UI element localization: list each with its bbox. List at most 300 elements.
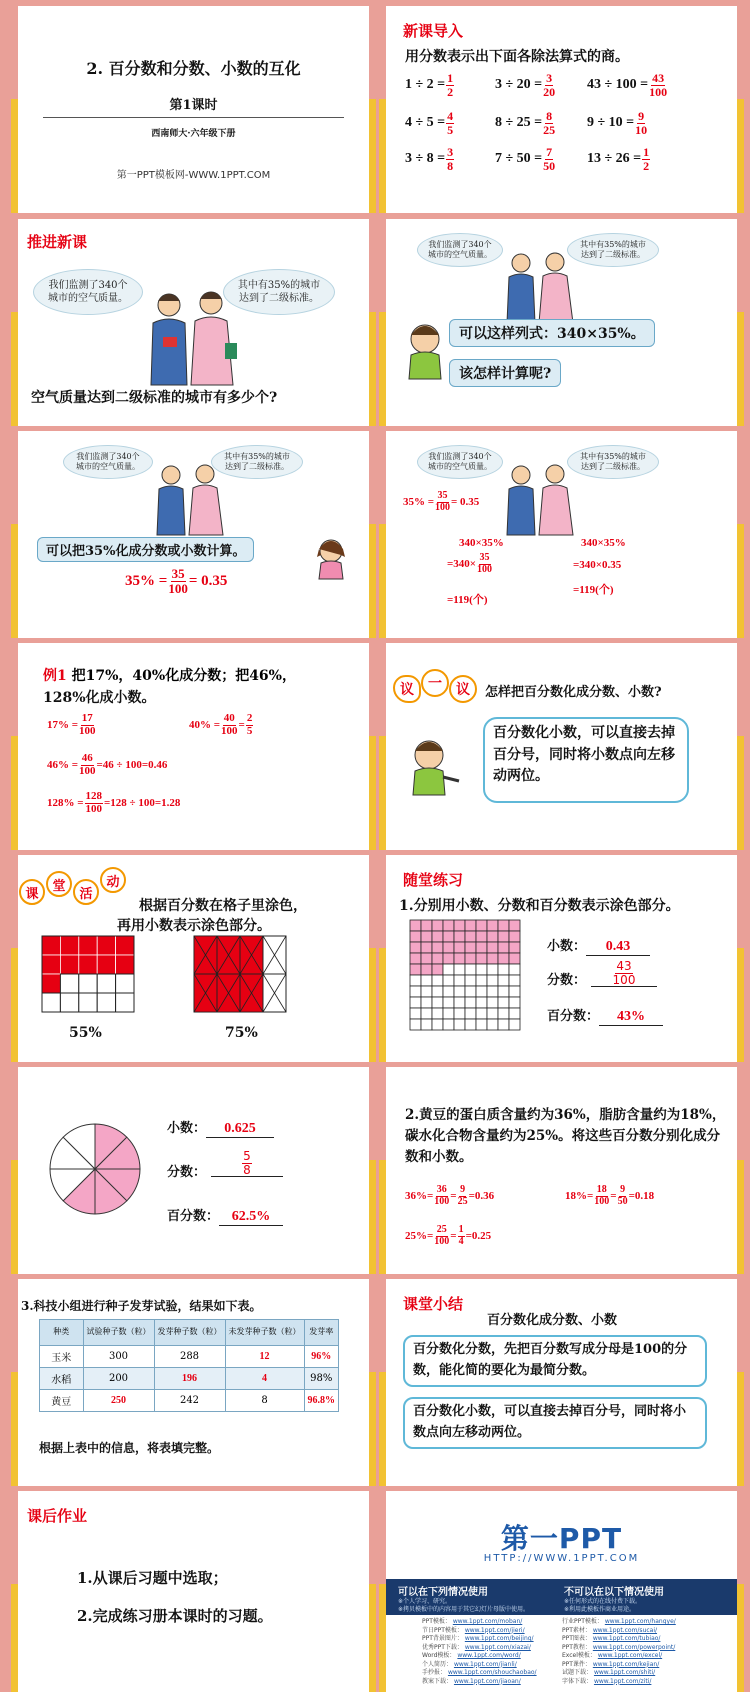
- percent-row: [167, 1205, 283, 1226]
- grid-cell: [454, 1008, 465, 1019]
- grid-cell: [465, 1008, 476, 1019]
- table-cell-answer: 4: [225, 1368, 304, 1390]
- division-item: [405, 72, 455, 98]
- slide-12-soybean[interactable]: [379, 1067, 744, 1274]
- example-eq-4: [47, 791, 180, 815]
- eq-left: 35% =: [403, 496, 435, 508]
- denominator: 50: [543, 158, 556, 173]
- grid-cell: [443, 964, 454, 975]
- soybean-eq-3: 25%= $\frac{25}{100}$ = $\frac{1}{4}$ =0.25: [405, 1224, 492, 1247]
- division-expression: 8 ÷ 25 =: [495, 115, 543, 131]
- girl-illustration: [311, 535, 351, 581]
- grid-cell: [498, 1019, 509, 1030]
- grid-cell: [443, 986, 454, 997]
- grid-cell: [465, 986, 476, 997]
- link-row[interactable]: [422, 1644, 537, 1653]
- method-fraction-line3: =119(个): [447, 594, 488, 606]
- denominator: 100: [434, 1195, 450, 1207]
- grid-cell: [498, 997, 509, 1008]
- grid-cell: [432, 997, 443, 1008]
- denominator: 2: [447, 84, 454, 99]
- grid-cell: [476, 1008, 487, 1019]
- link-row[interactable]: [562, 1635, 676, 1644]
- eq-right: =0.36: [468, 1190, 495, 1202]
- grid-cell: [421, 1008, 432, 1019]
- grid-cell: [487, 1019, 498, 1030]
- grid-cell: [432, 975, 443, 986]
- lesson-title: 2. 百分数和分数、小数的互化: [86, 59, 301, 78]
- link-label: PPT背景图片：: [422, 1635, 463, 1642]
- link-row[interactable]: [562, 1618, 676, 1627]
- grid-cell: [97, 993, 115, 1012]
- grid-cell: [443, 1008, 454, 1019]
- badge-char: 活: [73, 879, 99, 905]
- grid-cell: [42, 936, 60, 955]
- eq-left: 18%=: [565, 1190, 594, 1202]
- grid-cell: [432, 931, 443, 942]
- fraction: [221, 713, 238, 737]
- link-row[interactable]: [422, 1669, 537, 1678]
- fraction: [435, 491, 450, 513]
- grid-cell: [476, 975, 487, 986]
- link-row[interactable]: [562, 1627, 676, 1636]
- slide-4-expression[interactable]: [379, 219, 744, 426]
- numerator: 43: [652, 71, 665, 85]
- grid-cell: [60, 936, 78, 955]
- numerator: 3: [447, 145, 454, 159]
- teachers-illustration: [497, 249, 581, 325]
- link-label: PPT课件：: [562, 1660, 591, 1668]
- fraction-answer: [591, 955, 657, 987]
- grid-cell: [498, 931, 509, 942]
- example-text-line2: 128%化成小数。: [43, 690, 156, 706]
- slide-3-new-lesson[interactable]: [11, 219, 376, 426]
- grid-cell: [421, 964, 432, 975]
- numerator: 9: [620, 1184, 626, 1195]
- grid-cell: [509, 931, 520, 942]
- example-text-line1: [43, 665, 296, 685]
- fraction: [458, 1185, 468, 1207]
- grid-cell: [116, 974, 134, 993]
- grid-cell: [410, 975, 421, 986]
- numerator: 40: [223, 712, 235, 724]
- fraction: [446, 110, 454, 136]
- fraction-row: [167, 1161, 206, 1180]
- table-row: [40, 1368, 339, 1390]
- slide-7-example[interactable]: [11, 643, 376, 850]
- circle-diagram: [47, 1121, 143, 1217]
- link-row[interactable]: [562, 1644, 676, 1653]
- grid-cell: [410, 931, 421, 942]
- numerator: 1: [458, 1224, 464, 1235]
- division-item: [405, 110, 455, 136]
- grid-cell: [432, 1008, 443, 1019]
- link-label: 行业PPT模板：: [562, 1618, 603, 1625]
- grid-cell: [410, 986, 421, 997]
- badge-char: 动: [100, 867, 126, 893]
- grid-cell: [116, 955, 134, 974]
- decimal-row: [547, 935, 650, 956]
- link-label: PPT素材：: [562, 1626, 591, 1634]
- grid-cell: [443, 953, 454, 964]
- numerator: 18: [596, 1184, 607, 1195]
- eq-left: 35% =: [125, 572, 168, 589]
- bubble-text: 我们监测了340个城市的空气质量。: [76, 451, 140, 471]
- table-cell: 300: [83, 1346, 154, 1368]
- boy-illustration: [401, 735, 461, 797]
- grid-cell: [79, 955, 97, 974]
- grid-cell: [116, 993, 134, 1012]
- teachers-illustration: [139, 287, 243, 387]
- slide-10-practice[interactable]: [379, 855, 744, 1062]
- slide-8-discuss[interactable]: [379, 643, 744, 850]
- grid-cell: [487, 942, 498, 953]
- link-url[interactable]: www.1ppt.com/moban/: [452, 1618, 523, 1625]
- practice-question: 1.分别用小数、分数和百分数表示涂色部分。: [399, 898, 680, 914]
- numerator: 1: [447, 71, 454, 85]
- link-row[interactable]: [422, 1627, 537, 1636]
- denominator: 100: [79, 764, 96, 777]
- link-row[interactable]: [422, 1618, 537, 1627]
- denominator: 5: [246, 724, 253, 737]
- link-label: PPT图表：: [562, 1635, 591, 1642]
- percent-label: 百分数：: [167, 1209, 220, 1224]
- fraction: [446, 72, 454, 98]
- fraction: [543, 146, 555, 172]
- denominator: 20: [543, 84, 556, 99]
- grid-cell: [79, 936, 97, 955]
- brand-url[interactable]: HTTP://WWW.1PPT.COM: [483, 1553, 640, 1564]
- percent-label: 百分数：: [547, 1009, 600, 1024]
- link-url[interactable]: www.1ppt.com/excel/: [597, 1652, 663, 1659]
- numerator: 9: [638, 109, 645, 123]
- grid-cell: [432, 953, 443, 964]
- speech-bubble-left: [63, 445, 153, 479]
- activity-badge: [19, 867, 126, 905]
- link-label: 优秀PPT下载：: [422, 1643, 463, 1651]
- slide-5-convert[interactable]: [11, 431, 376, 638]
- eq-right: = 0.35: [188, 572, 228, 589]
- badge-char: 课: [19, 879, 45, 905]
- grid-cell: [509, 1008, 520, 1019]
- grid-cell: [498, 975, 509, 986]
- decimal-answer: 0.43: [586, 939, 650, 956]
- percent-answer: 43%: [599, 1009, 663, 1026]
- link-url[interactable]: www.1ppt.com/kejian/: [592, 1660, 660, 1668]
- teachers-illustration: [497, 461, 581, 537]
- grid-cell: [410, 964, 421, 975]
- seed-table: [39, 1319, 339, 1412]
- link-url[interactable]: www.1ppt.com/sucai/: [592, 1626, 658, 1634]
- link-row[interactable]: [422, 1678, 537, 1687]
- division-expression: 43 ÷ 100 =: [587, 77, 649, 93]
- grid-cell: [454, 920, 465, 931]
- link-label: 试题下载：: [562, 1669, 593, 1676]
- grid-cell: [498, 953, 509, 964]
- eq-right: =128 ÷ 100=1.28: [104, 797, 181, 810]
- numerator: 46: [81, 752, 93, 764]
- title-divider: [43, 117, 344, 118]
- eq-left: 17% =: [47, 719, 79, 732]
- division-item: [495, 72, 556, 98]
- decimal-label: 小数：: [167, 1121, 207, 1136]
- numerator: 4: [447, 109, 454, 123]
- division-expression: 13 ÷ 26 =: [587, 151, 642, 167]
- link-row[interactable]: [562, 1652, 676, 1661]
- grid-cell: [97, 974, 115, 993]
- homework-item-1: 1.从课后习题中选取；: [77, 1569, 228, 1587]
- grid-cell: [465, 953, 476, 964]
- grid-cell: [42, 993, 60, 1012]
- grid-cell: [79, 993, 97, 1012]
- fraction: [543, 110, 555, 136]
- link-row[interactable]: [422, 1635, 537, 1644]
- link-label: 教案下载：: [422, 1677, 453, 1685]
- link-url[interactable]: www.1ppt.com/powerpoint/: [592, 1643, 676, 1651]
- link-url[interactable]: www.1ppt.com/word/: [457, 1652, 521, 1659]
- link-url[interactable]: www.1ppt.com/hangye/: [604, 1618, 676, 1625]
- grid-cell: [509, 920, 520, 931]
- grid-cell: [443, 1019, 454, 1030]
- grid-cell: [60, 955, 78, 974]
- table-cell: 98%: [304, 1368, 339, 1390]
- lesson-number: 第1课时: [169, 98, 218, 113]
- table-title: 3.科技小组进行种子发芽试验，结果如下表。: [21, 1299, 262, 1313]
- numerator: 35: [437, 490, 448, 501]
- eq-right: =0.18: [628, 1190, 655, 1202]
- slide-14-summary[interactable]: [379, 1279, 744, 1486]
- answer-speech: 可以这样列式：340×35%。: [449, 319, 655, 347]
- division-item: [587, 146, 651, 172]
- link-url[interactable]: www.1ppt.com/shiti/: [593, 1669, 656, 1676]
- table-cell-answer: 96%: [304, 1346, 339, 1368]
- grid-cell: [476, 986, 487, 997]
- fraction: [477, 553, 492, 575]
- grid-label-left: 55%: [69, 1025, 102, 1041]
- grid-cell: [410, 953, 421, 964]
- grid-cell: [421, 986, 432, 997]
- fraction: [594, 1185, 609, 1207]
- eq-right: =46 ÷ 100=0.46: [96, 759, 168, 772]
- link-url[interactable]: www.1ppt.com/ziti/: [593, 1677, 652, 1685]
- link-row[interactable]: [562, 1661, 676, 1670]
- slide-11-circle[interactable]: [11, 1067, 376, 1274]
- summary-box-fraction: 百分数化分数，先把百分数写成分母是100的分数，能化简的要化为最简分数。: [403, 1335, 707, 1387]
- denominator: 100: [612, 972, 636, 987]
- grid-cell: [60, 974, 78, 993]
- bubble-text: 我们监测了340个城市的空气质量。: [428, 451, 492, 471]
- slide-15-homework[interactable]: [11, 1491, 376, 1692]
- footer-credit: 第一PPT模板网-WWW.1PPT.COM: [116, 170, 271, 181]
- numerator: 3: [546, 71, 553, 85]
- link-label: PPT教程：: [562, 1643, 591, 1651]
- division-expression: 4 ÷ 5 =: [405, 115, 446, 131]
- slide-2-intro[interactable]: [379, 6, 744, 213]
- link-row[interactable]: [422, 1652, 537, 1661]
- eq-right: =0.25: [465, 1230, 492, 1242]
- denominator: 5: [447, 122, 454, 137]
- activity-text-line1: 根据百分数在格子里涂色，: [139, 898, 307, 914]
- grid-cell: [410, 997, 421, 1008]
- numerator: 35: [171, 566, 185, 581]
- grid-cell: [421, 920, 432, 931]
- table-cell: 黄豆: [40, 1390, 84, 1412]
- fraction: [458, 1225, 465, 1247]
- link-url[interactable]: www.1ppt.com/beijing/: [464, 1635, 534, 1642]
- link-row[interactable]: [562, 1669, 676, 1678]
- division-item: [587, 110, 648, 136]
- slide-9-activity[interactable]: [11, 855, 376, 1062]
- discuss-badge: [393, 675, 477, 703]
- homework-item-2: 2.完成练习册本课时的习题。: [77, 1607, 273, 1625]
- decimal-row: [167, 1117, 274, 1138]
- grid-cell: [432, 986, 443, 997]
- fraction: [618, 1185, 628, 1207]
- grid-cell: [432, 942, 443, 953]
- denominator: 100: [85, 802, 103, 815]
- denominator: 100: [221, 724, 238, 737]
- boy-illustration: [397, 319, 457, 381]
- table-row: [40, 1390, 339, 1412]
- fraction-row: [547, 969, 586, 988]
- denominator: 8: [243, 1162, 251, 1177]
- eq-left: 36%=: [405, 1190, 434, 1202]
- table-cell: 200: [83, 1368, 154, 1390]
- badge-char: 议: [449, 675, 477, 703]
- table-cell: 242: [154, 1390, 225, 1412]
- numerator: 9: [460, 1184, 466, 1195]
- link-url[interactable]: www.1ppt.com/shouchaobao/: [447, 1669, 537, 1676]
- grid-cell: [443, 997, 454, 1008]
- percent-row: [547, 1005, 663, 1026]
- discuss-question: 怎样把百分数化成分数、小数?: [485, 685, 662, 700]
- grid-cell: [465, 975, 476, 986]
- slide-16-credits[interactable]: [379, 1491, 744, 1692]
- grid-cell: [476, 1019, 487, 1030]
- grid-cell: [487, 997, 498, 1008]
- numerator: 35: [479, 552, 490, 563]
- grid-cell: [454, 931, 465, 942]
- grid-cell: [498, 942, 509, 953]
- link-url[interactable]: www.1ppt.com/xiazai/: [464, 1643, 531, 1651]
- fraction-label: 分数：: [167, 1165, 207, 1180]
- table-cell: 288: [154, 1346, 225, 1368]
- slide-heading: 课堂小结: [403, 1295, 464, 1313]
- numerator: 7: [546, 145, 553, 159]
- numerator: 128: [85, 790, 103, 802]
- slide-1-title[interactable]: [11, 6, 376, 213]
- slide-13-table[interactable]: [11, 1279, 376, 1486]
- badge-char: 一: [421, 669, 449, 697]
- denominator: 100: [79, 724, 96, 737]
- grid-cell: [465, 931, 476, 942]
- link-row[interactable]: [562, 1678, 676, 1687]
- link-url[interactable]: www.1ppt.com/jieri/: [464, 1626, 525, 1634]
- bubble-text: 其中有35%的城市达到了二级标准。: [580, 239, 646, 259]
- grid-label-right: 75%: [225, 1025, 258, 1041]
- fraction: [543, 72, 555, 98]
- numerator: 43: [616, 959, 632, 973]
- grid-cell: [97, 936, 115, 955]
- link-url[interactable]: www.1ppt.com/jianli/: [453, 1660, 517, 1668]
- credits-panel: [386, 1579, 737, 1692]
- percent-answer: 62.5%: [219, 1209, 283, 1226]
- grid-cell: [410, 920, 421, 931]
- table-header: 试验种子数（粒）: [83, 1320, 154, 1346]
- grid-cell: [443, 975, 454, 986]
- grid-cell: [476, 997, 487, 1008]
- fraction: [79, 753, 96, 777]
- numerator: 36: [436, 1184, 447, 1195]
- table-header: 种类: [40, 1320, 84, 1346]
- summary-box-decimal: 百分数化小数，可以直接去掉百分号，同时将小数点向左移动两位。: [403, 1397, 707, 1449]
- slide-6-calc[interactable]: [379, 431, 744, 638]
- method-fraction-line2: [447, 553, 493, 575]
- denominator: 4: [458, 1235, 464, 1247]
- grid-cell: [509, 964, 520, 975]
- slide-heading: 随堂练习: [403, 871, 464, 889]
- grid-cell: [509, 953, 520, 964]
- grid-cell: [454, 964, 465, 975]
- grid-cell: [509, 1019, 520, 1030]
- numerator: 1: [643, 145, 650, 159]
- grid-cell: [487, 1008, 498, 1019]
- decimal-answer: 0.625: [206, 1121, 274, 1138]
- hundred-grid: [409, 919, 521, 1031]
- grid-cell: [476, 920, 487, 931]
- numerator: 17: [81, 712, 93, 724]
- table-cell-answer: 250: [83, 1390, 154, 1412]
- forbidden-note: ※利用此模板作商业用途。: [564, 1606, 636, 1613]
- bubble-text: 其中有35%的城市达到了二级标准。: [237, 280, 321, 304]
- link-label: 手抄报：: [422, 1669, 447, 1676]
- grid-cell: [476, 931, 487, 942]
- grid-75-percent: [193, 935, 297, 1015]
- link-row[interactable]: [422, 1661, 537, 1670]
- example-eq-3: [47, 753, 167, 777]
- fraction: [246, 713, 254, 737]
- division-item: [587, 72, 668, 98]
- numerator: 5: [243, 1149, 251, 1163]
- links-list-left: [422, 1618, 537, 1686]
- link-label: PPT模板：: [422, 1618, 451, 1625]
- grid-cell: [487, 975, 498, 986]
- grid-cell: [42, 974, 60, 993]
- grid-cell: [498, 1008, 509, 1019]
- denominator: 100: [168, 580, 188, 596]
- link-url[interactable]: www.1ppt.com/tubiao/: [592, 1635, 661, 1642]
- table-instruction: 根据上表中的信息，将表填完整。: [39, 1441, 220, 1455]
- denominator: 25: [543, 122, 556, 137]
- grid-cell: [60, 993, 78, 1012]
- link-url[interactable]: www.1ppt.com/jiaoan/: [453, 1677, 521, 1685]
- division-item: [405, 146, 455, 172]
- grid-cell: [421, 975, 432, 986]
- grid-cell: [487, 931, 498, 942]
- allowed-title: 可以在下列情况使用: [398, 1587, 488, 1598]
- question: 空气质量达到二级标准的城市有多少个?: [31, 390, 278, 406]
- answer-box: 百分数化小数，可以直接去掉百分号，同时将小数点向左移动两位。: [483, 717, 689, 803]
- table-header: 未发芽种子数（粒）: [225, 1320, 304, 1346]
- fraction: [649, 72, 667, 98]
- link-label: Word模板：: [422, 1652, 456, 1659]
- grid-cell: [454, 986, 465, 997]
- fraction: [635, 110, 647, 136]
- grid-cell: [465, 964, 476, 975]
- eq-left: 40% =: [189, 719, 221, 732]
- grid-cell: [443, 931, 454, 942]
- eq-right: = 0.35: [451, 496, 480, 508]
